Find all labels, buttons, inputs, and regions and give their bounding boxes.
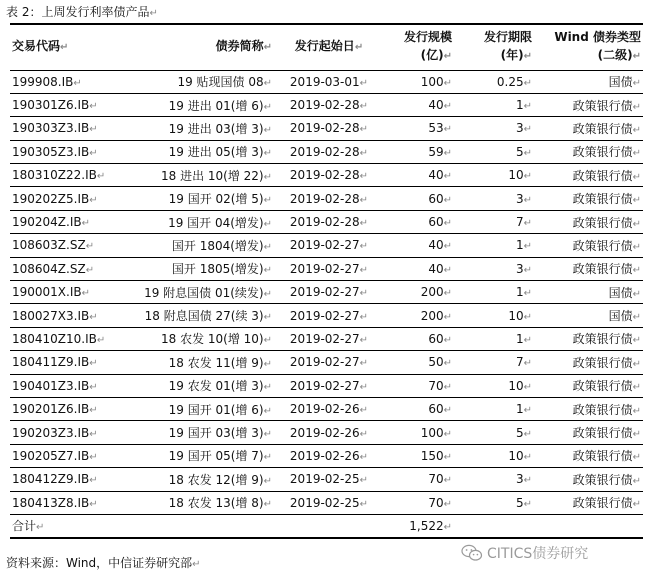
cell-type: 国债↵ bbox=[534, 281, 643, 304]
cell-name: 18 农发 12(增 9)↵ bbox=[122, 468, 274, 491]
cell-name: 19 农发 01(增 3)↵ bbox=[122, 374, 274, 397]
cell-name: 国开 1805(增发)↵ bbox=[122, 257, 274, 280]
cell-type: 政策银行债↵ bbox=[534, 117, 643, 140]
cell-name: 19 进出 01(增 6)↵ bbox=[122, 93, 274, 116]
cell-name: 19 国开 03(增 3)↵ bbox=[122, 421, 274, 444]
table-row bbox=[10, 234, 643, 257]
cell-date: 2019-02-25↵ bbox=[274, 491, 384, 514]
total-empty-cell bbox=[122, 514, 274, 537]
cell-type: 政策银行债↵ bbox=[534, 164, 643, 187]
cell-name: 19 国开 04(增发)↵ bbox=[122, 210, 274, 233]
cell-name: 18 附息国债 27(续 3)↵ bbox=[122, 304, 274, 327]
cell-size: 60↵ bbox=[384, 327, 454, 350]
cell-code: 190305Z3.IB↵ bbox=[10, 140, 122, 163]
cell-term: 10↵ bbox=[454, 164, 534, 187]
cell-date: 2019-02-28↵ bbox=[274, 164, 384, 187]
cell-date: 2019-02-27↵ bbox=[274, 257, 384, 280]
table-row bbox=[10, 257, 643, 280]
paragraph-mark: ↵ bbox=[149, 8, 158, 19]
header-issue-size: 发行规模 (亿)↵ bbox=[384, 24, 454, 70]
total-empty-cell bbox=[274, 514, 384, 537]
table-row bbox=[10, 374, 643, 397]
table-row bbox=[10, 210, 643, 233]
cell-type: 政策银行债↵ bbox=[534, 397, 643, 420]
cell-term: 1↵ bbox=[454, 327, 534, 350]
total-empty-cell bbox=[534, 514, 643, 537]
cell-code: 180310Z22.IB↵ bbox=[10, 164, 122, 187]
cell-type: 政策银行债↵ bbox=[534, 374, 643, 397]
cell-term: 3↵ bbox=[454, 468, 534, 491]
table-row bbox=[10, 70, 643, 93]
header-trade-code: 交易代码↵ bbox=[10, 24, 122, 70]
cell-term: 3↵ bbox=[454, 257, 534, 280]
cell-term: 1↵ bbox=[454, 93, 534, 116]
table-body bbox=[10, 70, 643, 538]
cell-date: 2019-02-27↵ bbox=[274, 304, 384, 327]
cell-size: 60↵ bbox=[384, 187, 454, 210]
header-issue-term: 发行期限 (年)↵ bbox=[454, 24, 534, 70]
table-row bbox=[10, 164, 643, 187]
total-size: 1,522↵ bbox=[384, 514, 454, 537]
cell-size: 53↵ bbox=[384, 117, 454, 140]
cell-code: 190001X.IB↵ bbox=[10, 281, 122, 304]
cell-size: 50↵ bbox=[384, 351, 454, 374]
cell-term: 5↵ bbox=[454, 421, 534, 444]
cell-type: 政策银行债↵ bbox=[534, 140, 643, 163]
cell-date: 2019-02-26↵ bbox=[274, 397, 384, 420]
cell-name: 18 农发 13(增 8)↵ bbox=[122, 491, 274, 514]
cell-date: 2019-02-28↵ bbox=[274, 117, 384, 140]
watermark-text: CITICS债券研究 bbox=[487, 546, 589, 562]
cell-term: 1↵ bbox=[454, 234, 534, 257]
cell-code: 180410Z10.IB↵ bbox=[10, 327, 122, 350]
cell-term: 0.25↵ bbox=[454, 70, 534, 93]
cell-size: 100↵ bbox=[384, 70, 454, 93]
table-row bbox=[10, 327, 643, 350]
cell-date: 2019-02-26↵ bbox=[274, 421, 384, 444]
table-row bbox=[10, 93, 643, 116]
cell-size: 59↵ bbox=[384, 140, 454, 163]
wechat-icon bbox=[461, 544, 483, 562]
cell-code: 190202Z5.IB↵ bbox=[10, 187, 122, 210]
cell-size: 200↵ bbox=[384, 281, 454, 304]
cell-code: 190303Z3.IB↵ bbox=[10, 117, 122, 140]
cell-size: 60↵ bbox=[384, 397, 454, 420]
cell-term: 10↵ bbox=[454, 304, 534, 327]
cell-name: 国开 1804(增发)↵ bbox=[122, 234, 274, 257]
table-row bbox=[10, 187, 643, 210]
cell-size: 60↵ bbox=[384, 210, 454, 233]
cell-type: 政策银行债↵ bbox=[534, 210, 643, 233]
cell-date: 2019-02-27↵ bbox=[274, 281, 384, 304]
cell-size: 40↵ bbox=[384, 257, 454, 280]
cell-term: 3↵ bbox=[454, 117, 534, 140]
table-row bbox=[10, 491, 643, 514]
cell-size: 40↵ bbox=[384, 164, 454, 187]
cell-name: 19 国开 02(增 5)↵ bbox=[122, 187, 274, 210]
cell-size: 70↵ bbox=[384, 491, 454, 514]
cell-size: 70↵ bbox=[384, 468, 454, 491]
cell-code: 108604Z.SZ↵ bbox=[10, 257, 122, 280]
cell-size: 200↵ bbox=[384, 304, 454, 327]
cell-type: 政策银行债↵ bbox=[534, 444, 643, 467]
header-bond-name: 债券简称↵ bbox=[122, 24, 274, 70]
cell-type: 政策银行债↵ bbox=[534, 234, 643, 257]
cell-code: 190203Z3.IB↵ bbox=[10, 421, 122, 444]
cell-code: 190401Z3.IB↵ bbox=[10, 374, 122, 397]
cell-name: 19 国开 01(增 6)↵ bbox=[122, 397, 274, 420]
cell-date: 2019-02-28↵ bbox=[274, 187, 384, 210]
cell-code: 180412Z9.IB↵ bbox=[10, 468, 122, 491]
cell-type: 政策银行债↵ bbox=[534, 257, 643, 280]
cell-name: 19 附息国债 01(续发)↵ bbox=[122, 281, 274, 304]
cell-term: 7↵ bbox=[454, 351, 534, 374]
cell-date: 2019-02-27↵ bbox=[274, 374, 384, 397]
cell-code: 108603Z.SZ↵ bbox=[10, 234, 122, 257]
cell-type: 国债↵ bbox=[534, 70, 643, 93]
cell-type: 国债↵ bbox=[534, 304, 643, 327]
cell-size: 100↵ bbox=[384, 421, 454, 444]
cell-code: 180027X3.IB↵ bbox=[10, 304, 122, 327]
cell-date: 2019-02-28↵ bbox=[274, 210, 384, 233]
cell-term: 10↵ bbox=[454, 374, 534, 397]
table-row bbox=[10, 397, 643, 420]
cell-code: 190204Z.IB↵ bbox=[10, 210, 122, 233]
table-row bbox=[10, 468, 643, 491]
cell-name: 18 农发 11(增 9)↵ bbox=[122, 351, 274, 374]
total-row bbox=[10, 514, 643, 537]
cell-name: 19 进出 03(增 3)↵ bbox=[122, 117, 274, 140]
table-header-row bbox=[10, 24, 643, 70]
table-row bbox=[10, 140, 643, 163]
bond-table-container bbox=[10, 23, 643, 539]
cell-term: 10↵ bbox=[454, 444, 534, 467]
cell-type: 政策银行债↵ bbox=[534, 491, 643, 514]
cell-term: 7↵ bbox=[454, 210, 534, 233]
table-row bbox=[10, 281, 643, 304]
cell-size: 40↵ bbox=[384, 234, 454, 257]
header-bond-type: Wind 债券类型 (二级)↵ bbox=[534, 24, 643, 70]
cell-date: 2019-02-25↵ bbox=[274, 468, 384, 491]
cell-term: 5↵ bbox=[454, 491, 534, 514]
cell-type: 政策银行债↵ bbox=[534, 187, 643, 210]
cell-type: 政策银行债↵ bbox=[534, 468, 643, 491]
cell-term: 1↵ bbox=[454, 397, 534, 420]
cell-code: 180411Z9.IB↵ bbox=[10, 351, 122, 374]
cell-name: 18 进出 10(增 22)↵ bbox=[122, 164, 274, 187]
table-row bbox=[10, 304, 643, 327]
cell-code: 199908.IB↵ bbox=[10, 70, 122, 93]
header-issue-date: 发行起始日↵ bbox=[274, 24, 384, 70]
cell-code: 180413Z8.IB↵ bbox=[10, 491, 122, 514]
cell-term: 5↵ bbox=[454, 140, 534, 163]
cell-type: 政策银行债↵ bbox=[534, 93, 643, 116]
cell-date: 2019-03-01↵ bbox=[274, 70, 384, 93]
cell-type: 政策银行债↵ bbox=[534, 327, 643, 350]
caption-text: 表 2：上周发行利率债产品 bbox=[6, 5, 150, 19]
cell-type: 政策银行债↵ bbox=[534, 351, 643, 374]
cell-type: 政策银行债↵ bbox=[534, 421, 643, 444]
cell-date: 2019-02-27↵ bbox=[274, 234, 384, 257]
cell-code: 190201Z6.IB↵ bbox=[10, 397, 122, 420]
cell-date: 2019-02-26↵ bbox=[274, 444, 384, 467]
cell-date: 2019-02-27↵ bbox=[274, 327, 384, 350]
cell-term: 1↵ bbox=[454, 281, 534, 304]
table-row bbox=[10, 351, 643, 374]
total-empty-cell bbox=[454, 514, 534, 537]
table-row bbox=[10, 444, 643, 467]
cell-code: 190205Z7.IB↵ bbox=[10, 444, 122, 467]
cell-date: 2019-02-27↵ bbox=[274, 351, 384, 374]
cell-size: 40↵ bbox=[384, 93, 454, 116]
cell-code: 190301Z6.IB↵ bbox=[10, 93, 122, 116]
cell-size: 150↵ bbox=[384, 444, 454, 467]
source-note: 资料来源：Wind，中信证券研究部↵ bbox=[6, 556, 201, 570]
cell-name: 19 进出 05(增 3)↵ bbox=[122, 140, 274, 163]
bond-issuance-table bbox=[10, 23, 643, 539]
table-row bbox=[10, 421, 643, 444]
watermark bbox=[461, 541, 646, 565]
cell-name: 18 农发 10(增 10)↵ bbox=[122, 327, 274, 350]
cell-date: 2019-02-28↵ bbox=[274, 93, 384, 116]
table-row bbox=[10, 117, 643, 140]
cell-term: 3↵ bbox=[454, 187, 534, 210]
cell-name: 19 国开 05(增 7)↵ bbox=[122, 444, 274, 467]
total-label: 合计↵ bbox=[10, 514, 122, 537]
cell-name: 19 贴现国债 08↵ bbox=[122, 70, 274, 93]
cell-size: 70↵ bbox=[384, 374, 454, 397]
cell-date: 2019-02-28↵ bbox=[274, 140, 384, 163]
table-caption bbox=[6, 4, 158, 22]
